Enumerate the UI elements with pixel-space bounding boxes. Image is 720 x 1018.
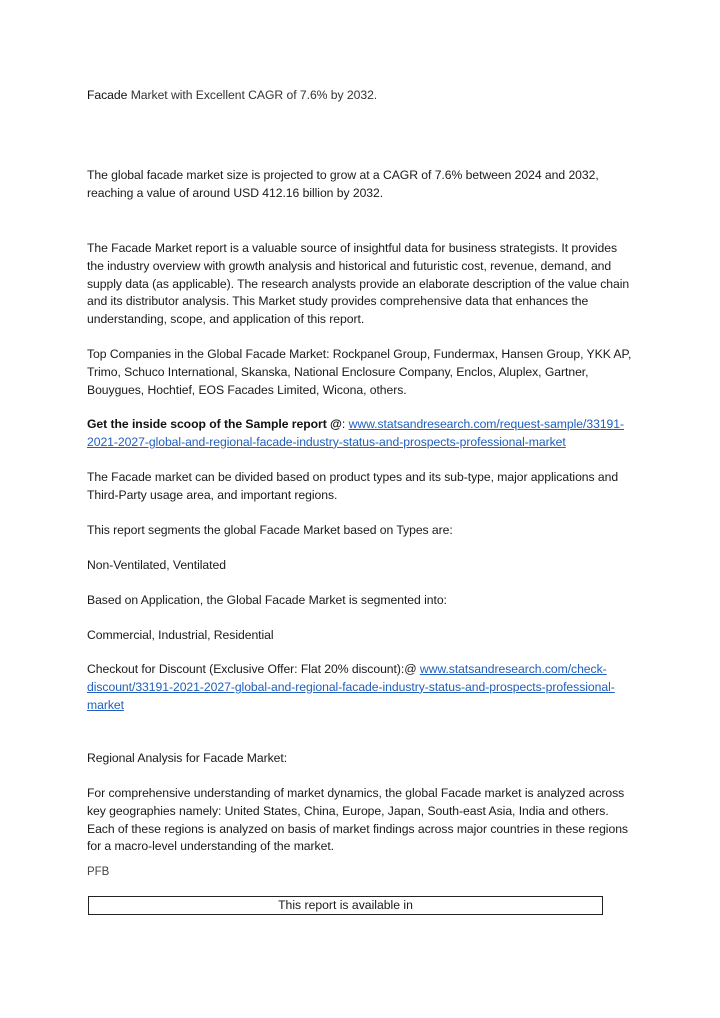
market-division-paragraph: The Facade market can be divided based on product types and its sub-type, major applications and Third-Party usage area, and important regions. xyxy=(87,470,619,502)
types-list: Non-Ventilated, Ventilated xyxy=(87,558,226,572)
sample-report-paragraph xyxy=(87,416,637,452)
sample-report-label: Get the inside scoop of the Sample report @ xyxy=(87,417,342,431)
discount-link[interactable]: www.statsandresearch.com/check-discount/33191-2021-2027-global-and-regional-facade-industry-status-and-prospects-professional-market xyxy=(87,662,615,712)
intro-paragraph: The global facade market size is projected to grow at a CAGR of 7.6% between 2024 and 2032, reaching a value of around USD 412.16 billion by 2032. xyxy=(87,168,599,200)
discount-paragraph xyxy=(87,661,637,714)
types-intro-paragraph: This report segments the global Facade Market based on Types are: xyxy=(87,523,453,537)
availability-box: This report is available in xyxy=(88,896,603,915)
sample-report-separator: : xyxy=(341,417,349,431)
top-companies-paragraph: Top Companies in the Global Facade Market: Rockpanel Group, Fundermax, Hansen Group, YKK AP, Trimo, Schuco International, Skanska, National Enclosure Company, Enclos, Aluplex, Gartner, Bouygues, Hochtief, EOS Facades Limited, Wicona, others. xyxy=(87,347,632,397)
sample-report-link[interactable]: www.statsandresearch.com/request-sample/33191-2021-2027-global-and-regional-facade-industry-status-and-prospects-professional-market xyxy=(87,417,625,449)
discount-label: Checkout for Discount (Exclusive Offer: Flat 20% discount):@ xyxy=(87,662,420,676)
applications-list: Commercial, Industrial, Residential xyxy=(87,628,274,642)
applications-intro-paragraph: Based on Application, the Global Facade Market is segmented into: xyxy=(87,593,447,607)
pfb-label: PFB xyxy=(87,866,110,878)
regional-analysis-heading: Regional Analysis for Facade Market: xyxy=(87,751,288,765)
title-rest: Market with Excellent CAGR of 7.6% by 2032. xyxy=(127,88,378,102)
document-title xyxy=(87,87,637,105)
title-keyword: Facade xyxy=(87,88,128,102)
regional-analysis-paragraph: For comprehensive understanding of market dynamics, the global Facade market is analyzed across key geographies namely: United States, China, Europe, Japan, South-east Asia, India and others. Each of these regions is analyzed on basis of market findings across major countries in these regions for a macro-level understanding of the market. xyxy=(87,786,628,854)
report-description-paragraph: The Facade Market report is a valuable source of insightful data for business strategists. It provides the industry overview with growth analysis and historical and futuristic cost, revenue, demand, and supply data (as applicable). The research analysts provide an elaborate description of the value chain and its distributor analysis. This Market study provides comprehensive data that enhances the understanding, scope, and application of this report. xyxy=(87,241,630,327)
